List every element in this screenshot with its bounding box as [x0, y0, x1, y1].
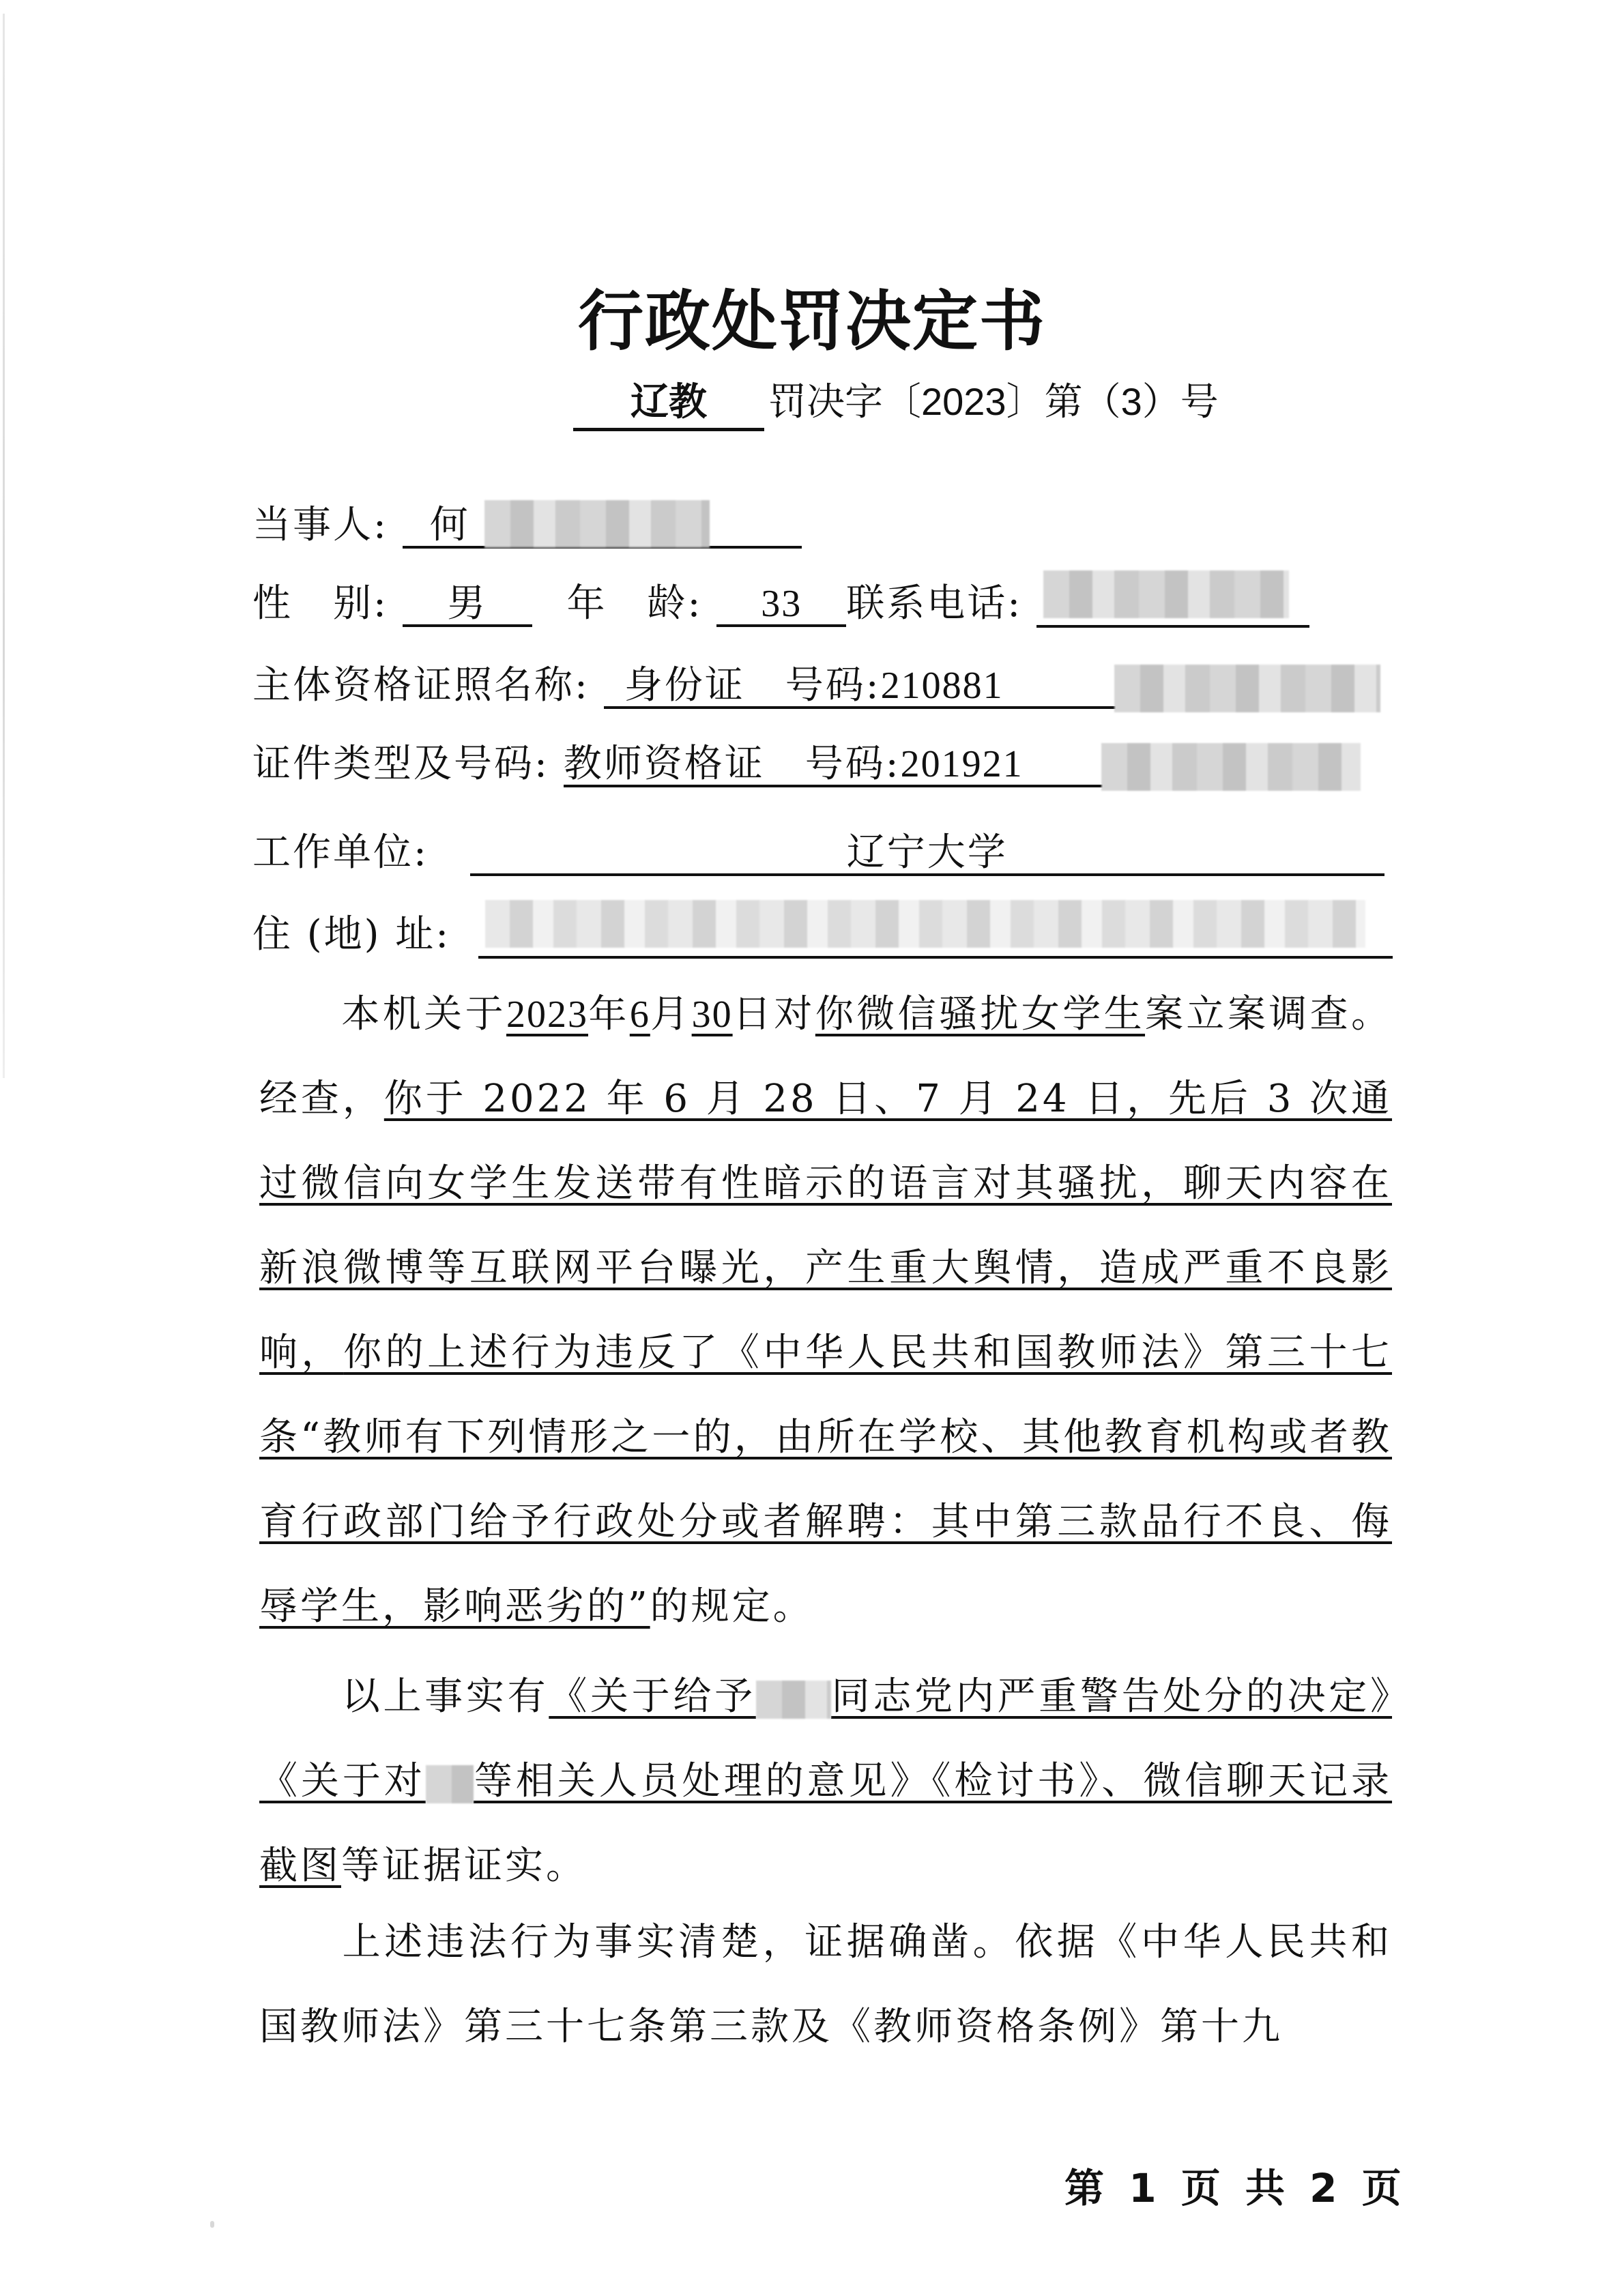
document-number	[573, 372, 1219, 431]
scan-speck	[210, 2221, 214, 2228]
gender-age-phone-row	[252, 573, 1309, 628]
redacted-phone	[1043, 570, 1289, 618]
id-doc-label: 主体资格证照名称:	[252, 663, 590, 708]
phone-label: 联系电话:	[846, 581, 1023, 626]
cert-label: 证件类型及号码:	[252, 742, 549, 786]
doc-agency: 辽教	[573, 372, 764, 431]
party-row	[252, 495, 802, 549]
paragraph-case-facts: 本机关于2023年6月30日对你微信骚扰女学生案立案调查。经查，你于 2022 年 6 月 28 日、7 月 24 日，先后 3 次通过微信向女学生发送带有性暗示的语言对其骚扰，聊天内容在新浪微博等互联网平台曝光，产生重大舆情，造成严重不良影响，你的上述行为违反了《中华人民共和国教师法》第三十七条“教师有下列情形之一的，由所在学校、其他教育机构或者教育行政部门给予行政处分或者解聘：其中第三款品行不良、侮辱学生，影响恶劣的”的规定。	[259, 992, 1393, 1629]
employer-row	[252, 822, 1384, 877]
redacted-name-2	[756, 1681, 831, 1719]
case-day: 30	[691, 993, 733, 1036]
evidence-doc-1: 《关于给予 同志党内严重警告处分的决定》《关于对 等相关人员处理的意见》《检讨书》、微信聊天记录截图	[259, 1674, 1393, 1888]
phone-value	[1036, 584, 1309, 628]
case-findings: 你于 2022 年 6 月 28 日、7 月 24 日，先后 3 次通过微信向女学生发送带有性暗示的语言对其骚扰，聊天内容在新浪微博等互联网平台曝光，产生重大舆情，造成严重不良影响，	[259, 1077, 1393, 1375]
doc-suffix: ）号	[1142, 380, 1219, 424]
cert-row	[252, 733, 1361, 791]
gender-value: 男	[403, 584, 532, 627]
age-label: 年 龄:	[566, 581, 703, 626]
doc-year: 2023	[921, 380, 1006, 423]
address-label: 住 (地) 址:	[252, 912, 451, 957]
address-value	[478, 915, 1393, 959]
doc-seq: 3	[1120, 380, 1142, 423]
case-subject: 你微信骚扰女学生	[815, 992, 1146, 1036]
age-value: 33	[716, 584, 846, 627]
page-number: 第 1 页 共 2 页	[1064, 2165, 1407, 2211]
page-title: 行政处罚决定书	[578, 283, 1046, 360]
case-violation: 你的上述行为违反了《中华人民共和国教师法》第三十七条“教师有下列情形之一的，由所在学校、其他教育机构或者教育行政部门给予行政处分或者解聘：其中第三款品行不良、侮辱学生，影响恶劣的”	[259, 1331, 1393, 1629]
scan-edge-line	[3, 14, 5, 1078]
case-year: 2023	[506, 993, 588, 1036]
party-value: 何	[403, 506, 802, 549]
redacted-id-number	[1114, 665, 1380, 712]
id-doc-value: 身份证 号码:210881	[604, 666, 1116, 709]
redacted-address	[485, 900, 1365, 948]
cert-value: 教师资格证 号码:201921	[564, 744, 1103, 787]
party-label: 当事人:	[252, 503, 388, 547]
redacted-name	[484, 500, 710, 548]
gender-label: 性 别:	[252, 581, 388, 626]
redacted-cert-number	[1101, 743, 1361, 791]
doc-prefix: 罚决字〔	[768, 380, 921, 424]
address-row	[252, 904, 1393, 959]
case-month: 6	[629, 993, 650, 1036]
id-doc-row	[252, 655, 1380, 712]
paragraph-legal-basis: 上述违法行为事实清楚，证据确凿。依据《中华人民共和国教师法》第三十七条第三款及《教师资格条例》第十九	[259, 1920, 1392, 2049]
employer-value: 辽宁大学	[470, 833, 1384, 876]
doc-mid: 〕第（	[1006, 380, 1121, 424]
employer-label: 工作单位:	[252, 830, 429, 875]
paragraph-evidence: 以上事实有《关于给予 同志党内严重警告处分的决定》《关于对 等相关人员处理的意见》《检讨书》、微信聊天记录截图等证据证实。	[259, 1674, 1393, 1888]
redacted-name-3	[426, 1765, 474, 1803]
